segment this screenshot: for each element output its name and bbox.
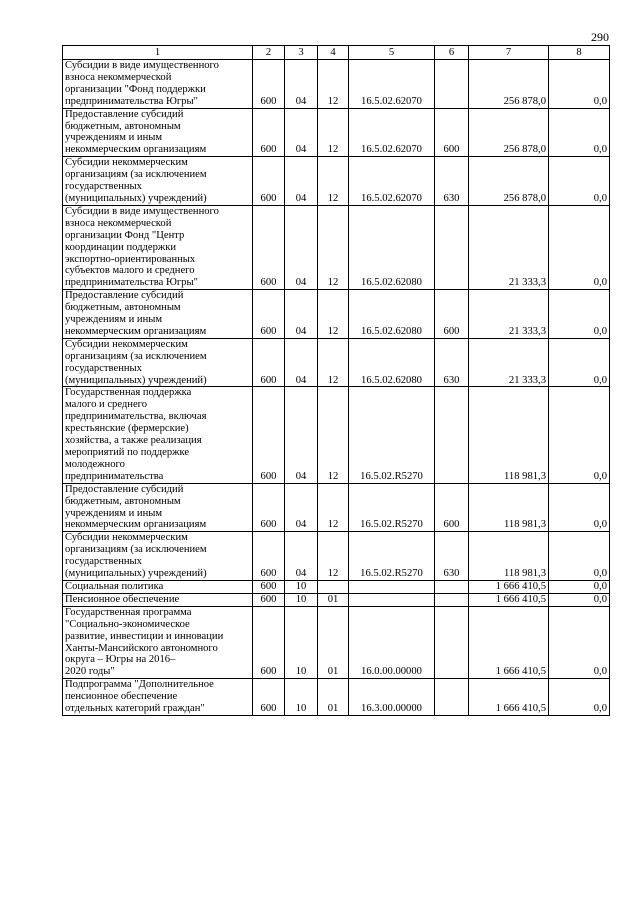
cell-section: 04 bbox=[285, 290, 318, 339]
cell-name: Субсидии некоммерческим организациям (за исключением государственных (муниципальных) учреждений) bbox=[63, 532, 253, 581]
cell-gr: 600 bbox=[253, 205, 285, 289]
cell-section: 04 bbox=[285, 108, 318, 157]
table-row bbox=[63, 483, 610, 532]
cell-amount: 256 878,0 bbox=[469, 60, 549, 109]
cell-name: Государственная поддержка малого и среднего предпринимательства, включая крестьянские (фермерские) хозяйства, а также реализация мероприятий по поддержке молодежного предпринимательства bbox=[63, 387, 253, 483]
cell-name: Социальная политика bbox=[63, 580, 253, 593]
column-header-gr: 2 bbox=[253, 46, 285, 60]
page-number: 290 bbox=[591, 30, 609, 44]
cell-subsection: 12 bbox=[318, 387, 349, 483]
cell-target-article: 16.5.02.R5270 bbox=[349, 387, 435, 483]
cell-amount: 1 666 410,5 bbox=[469, 580, 549, 593]
cell-target-article: 16.0.00.00000 bbox=[349, 606, 435, 678]
cell-gr: 600 bbox=[253, 532, 285, 581]
cell-target-article: 16.5.02.62070 bbox=[349, 157, 435, 206]
cell-target-article: 16.5.02.62080 bbox=[349, 290, 435, 339]
cell-expense-type: 630 bbox=[435, 157, 469, 206]
cell-section: 04 bbox=[285, 532, 318, 581]
cell-expense-type bbox=[435, 205, 469, 289]
cell-col8: 0,0 bbox=[549, 483, 610, 532]
cell-target-article bbox=[349, 593, 435, 606]
cell-expense-type bbox=[435, 606, 469, 678]
cell-amount: 1 666 410,5 bbox=[469, 593, 549, 606]
cell-subsection: 12 bbox=[318, 532, 349, 581]
cell-gr: 600 bbox=[253, 338, 285, 387]
cell-expense-type: 630 bbox=[435, 338, 469, 387]
cell-col8: 0,0 bbox=[549, 606, 610, 678]
cell-name: Подпрограмма "Дополнительное пенсионное обеспечение отдельных категорий граждан" bbox=[63, 679, 253, 716]
cell-subsection: 01 bbox=[318, 606, 349, 678]
cell-section: 10 bbox=[285, 593, 318, 606]
table-body bbox=[63, 60, 610, 716]
cell-gr: 600 bbox=[253, 108, 285, 157]
cell-subsection: 12 bbox=[318, 157, 349, 206]
cell-expense-type bbox=[435, 679, 469, 716]
cell-target-article: 16.3.00.00000 bbox=[349, 679, 435, 716]
cell-name: Субсидии в виде имущественного взноса некоммерческой организации "Фонд поддержки предпринимательства Югры" bbox=[63, 60, 253, 109]
cell-gr: 600 bbox=[253, 483, 285, 532]
cell-target-article: 16.5.02.62080 bbox=[349, 205, 435, 289]
cell-gr: 600 bbox=[253, 60, 285, 109]
cell-subsection: 12 bbox=[318, 290, 349, 339]
cell-amount: 256 878,0 bbox=[469, 157, 549, 206]
cell-section: 10 bbox=[285, 606, 318, 678]
cell-col8: 0,0 bbox=[549, 532, 610, 581]
table-row bbox=[63, 679, 610, 716]
column-header-col8: 8 bbox=[549, 46, 610, 60]
cell-amount: 1 666 410,5 bbox=[469, 679, 549, 716]
column-header-name: 1 bbox=[63, 46, 253, 60]
cell-name: Предоставление субсидий бюджетным, автономным учреждениям и иным некоммерческим организациям bbox=[63, 290, 253, 339]
cell-subsection: 01 bbox=[318, 679, 349, 716]
cell-amount: 256 878,0 bbox=[469, 108, 549, 157]
cell-expense-type bbox=[435, 60, 469, 109]
table-row bbox=[63, 387, 610, 483]
column-header-section: 3 bbox=[285, 46, 318, 60]
cell-expense-type bbox=[435, 387, 469, 483]
table-row bbox=[63, 580, 610, 593]
cell-subsection: 12 bbox=[318, 60, 349, 109]
cell-section: 04 bbox=[285, 483, 318, 532]
cell-amount: 21 333,3 bbox=[469, 290, 549, 339]
cell-section: 04 bbox=[285, 60, 318, 109]
cell-col8: 0,0 bbox=[549, 387, 610, 483]
cell-expense-type: 600 bbox=[435, 290, 469, 339]
cell-name: Субсидии некоммерческим организациям (за исключением государственных (муниципальных) учреждений) bbox=[63, 157, 253, 206]
cell-name: Субсидии некоммерческим организациям (за исключением государственных (муниципальных) учреждений) bbox=[63, 338, 253, 387]
cell-gr: 600 bbox=[253, 290, 285, 339]
cell-subsection: 12 bbox=[318, 108, 349, 157]
cell-section: 10 bbox=[285, 580, 318, 593]
cell-amount: 1 666 410,5 bbox=[469, 606, 549, 678]
cell-name: Субсидии в виде имущественного взноса некоммерческой организации Фонд "Центр координации поддержки экспортно-ориентированных субъектов малого и среднего предпринимательства Югры" bbox=[63, 205, 253, 289]
cell-gr: 600 bbox=[253, 387, 285, 483]
cell-name: Предоставление субсидий бюджетным, автономным учреждениям и иным некоммерческим организациям bbox=[63, 483, 253, 532]
column-header-amount: 7 bbox=[469, 46, 549, 60]
cell-section: 04 bbox=[285, 338, 318, 387]
cell-expense-type bbox=[435, 593, 469, 606]
budget-table bbox=[62, 45, 610, 716]
cell-subsection: 01 bbox=[318, 593, 349, 606]
cell-amount: 118 981,3 bbox=[469, 387, 549, 483]
cell-section: 04 bbox=[285, 205, 318, 289]
cell-amount: 118 981,3 bbox=[469, 532, 549, 581]
cell-amount: 118 981,3 bbox=[469, 483, 549, 532]
table-row bbox=[63, 606, 610, 678]
table-header bbox=[63, 46, 610, 60]
cell-target-article: 16.5.02.62070 bbox=[349, 108, 435, 157]
cell-name: Пенсионное обеспечение bbox=[63, 593, 253, 606]
cell-gr: 600 bbox=[253, 606, 285, 678]
cell-section: 04 bbox=[285, 387, 318, 483]
cell-section: 04 bbox=[285, 157, 318, 206]
cell-target-article: 16.5.02.62070 bbox=[349, 60, 435, 109]
table-row bbox=[63, 593, 610, 606]
cell-col8: 0,0 bbox=[549, 108, 610, 157]
cell-col8: 0,0 bbox=[549, 205, 610, 289]
cell-amount: 21 333,3 bbox=[469, 338, 549, 387]
cell-subsection: 12 bbox=[318, 483, 349, 532]
table-row bbox=[63, 157, 610, 206]
cell-target-article bbox=[349, 580, 435, 593]
cell-expense-type: 600 bbox=[435, 108, 469, 157]
cell-gr: 600 bbox=[253, 593, 285, 606]
cell-expense-type: 630 bbox=[435, 532, 469, 581]
header-row bbox=[63, 46, 610, 60]
cell-subsection: 12 bbox=[318, 338, 349, 387]
table-row bbox=[63, 290, 610, 339]
cell-gr: 600 bbox=[253, 157, 285, 206]
cell-expense-type bbox=[435, 580, 469, 593]
cell-subsection bbox=[318, 580, 349, 593]
column-header-expense-type: 6 bbox=[435, 46, 469, 60]
table-row bbox=[63, 108, 610, 157]
cell-col8: 0,0 bbox=[549, 580, 610, 593]
table-row bbox=[63, 60, 610, 109]
cell-col8: 0,0 bbox=[549, 338, 610, 387]
cell-gr: 600 bbox=[253, 679, 285, 716]
cell-col8: 0,0 bbox=[549, 157, 610, 206]
cell-gr: 600 bbox=[253, 580, 285, 593]
cell-col8: 0,0 bbox=[549, 60, 610, 109]
cell-col8: 0,0 bbox=[549, 290, 610, 339]
cell-col8: 0,0 bbox=[549, 593, 610, 606]
cell-amount: 21 333,3 bbox=[469, 205, 549, 289]
cell-target-article: 16.5.02.R5270 bbox=[349, 532, 435, 581]
cell-col8: 0,0 bbox=[549, 679, 610, 716]
cell-name: Предоставление субсидий бюджетным, автономным учреждениям и иным некоммерческим организациям bbox=[63, 108, 253, 157]
cell-name: Государственная программа "Социально-экономическое развитие, инвестиции и инновации Ханты-Мансийского автономного округа – Югры на 2016– 2020 годы" bbox=[63, 606, 253, 678]
table-row bbox=[63, 532, 610, 581]
cell-target-article: 16.5.02.62080 bbox=[349, 338, 435, 387]
cell-subsection: 12 bbox=[318, 205, 349, 289]
cell-expense-type: 600 bbox=[435, 483, 469, 532]
column-header-subsection: 4 bbox=[318, 46, 349, 60]
table-row bbox=[63, 205, 610, 289]
column-header-target-article: 5 bbox=[349, 46, 435, 60]
table-row bbox=[63, 338, 610, 387]
cell-target-article: 16.5.02.R5270 bbox=[349, 483, 435, 532]
cell-section: 10 bbox=[285, 679, 318, 716]
